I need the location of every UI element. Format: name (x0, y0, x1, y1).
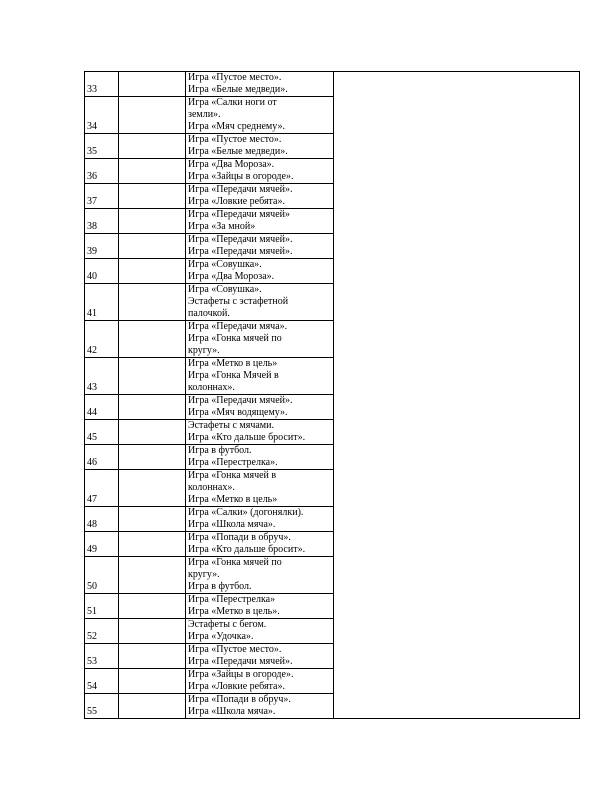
date-cell (119, 594, 186, 619)
lesson-number: 47 (87, 494, 97, 505)
notes-cell (334, 72, 580, 719)
lesson-number-cell (85, 594, 119, 619)
lesson-number-cell (85, 507, 119, 532)
date-cell (119, 470, 186, 507)
content-line: колоннах». (188, 482, 235, 493)
content-line: Эстафеты с эстафетной (188, 296, 289, 307)
content-line: Игра «Передачи мяча». (188, 321, 288, 332)
lesson-number-cell (85, 644, 119, 669)
content-cell (186, 532, 334, 557)
lesson-number-cell (85, 284, 119, 321)
date-cell (119, 159, 186, 184)
content-line: земли». (188, 109, 221, 120)
lesson-number: 43 (87, 382, 97, 393)
content-cell (186, 507, 334, 532)
content-line: Игра «Гонка мячей по (188, 557, 282, 568)
content-cell (186, 694, 334, 719)
content-line: Игра «Ловкие ребята». (188, 681, 285, 692)
content-cell (186, 284, 334, 321)
content-line: Игра «Пустое место». (188, 644, 282, 655)
content-line: Игра «Зайцы в огороде». (188, 171, 294, 182)
lesson-number-cell (85, 97, 119, 134)
lesson-number: 42 (87, 345, 97, 356)
lesson-number-cell (85, 470, 119, 507)
lesson-number: 45 (87, 432, 97, 443)
lesson-plan-table (84, 71, 580, 719)
date-cell (119, 259, 186, 284)
content-line: Игра «Удочка». (188, 631, 254, 642)
content-cell (186, 97, 334, 134)
content-line: Игра «Зайцы в огороде». (188, 669, 294, 680)
content-line: Игра «Передачи мячей». (188, 395, 293, 406)
table-row (85, 72, 580, 97)
content-cell (186, 470, 334, 507)
content-cell (186, 321, 334, 358)
content-cell (186, 259, 334, 284)
lesson-number: 54 (87, 681, 97, 692)
content-line: Игра «Перестрелка» (188, 594, 276, 605)
content-line: Игра «Белые медведи». (188, 84, 288, 95)
content-cell (186, 445, 334, 470)
date-cell (119, 321, 186, 358)
date-cell (119, 532, 186, 557)
lesson-number: 55 (87, 706, 97, 717)
content-cell (186, 234, 334, 259)
content-line: Игра «Попади в обруч». (188, 694, 291, 705)
content-line: Игра «Совушка». (188, 284, 262, 295)
lesson-number-cell (85, 234, 119, 259)
date-cell (119, 644, 186, 669)
content-line: Игра «Кто дальше бросит». (188, 544, 306, 555)
date-cell (119, 184, 186, 209)
date-cell (119, 209, 186, 234)
content-line: Эстафеты с мячами. (188, 420, 274, 431)
date-cell (119, 134, 186, 159)
content-line: Игра «Попади в обруч». (188, 532, 291, 543)
lesson-number: 46 (87, 457, 97, 468)
date-cell (119, 507, 186, 532)
lesson-number: 53 (87, 656, 97, 667)
content-line: Игра «Школа мяча». (188, 519, 276, 530)
lesson-number: 40 (87, 271, 97, 282)
content-cell (186, 420, 334, 445)
content-line: Игра «Метко в цель» (188, 358, 278, 369)
date-cell (119, 395, 186, 420)
content-line: Игра «Передачи мячей». (188, 234, 293, 245)
date-cell (119, 669, 186, 694)
date-cell (119, 284, 186, 321)
content-cell (186, 134, 334, 159)
lesson-number: 37 (87, 196, 97, 207)
content-line: Игра «Салки» (догонялки). (188, 507, 304, 518)
content-cell (186, 557, 334, 594)
lesson-number: 35 (87, 146, 97, 157)
lesson-number: 44 (87, 407, 97, 418)
lesson-number: 34 (87, 121, 97, 132)
lesson-number-cell (85, 159, 119, 184)
lesson-number-cell (85, 321, 119, 358)
lesson-number: 49 (87, 544, 97, 555)
content-line: Игра «Метко в цель». (188, 606, 280, 617)
content-line: кругу». (188, 345, 220, 356)
lesson-number: 48 (87, 519, 97, 530)
lesson-number-cell (85, 72, 119, 97)
content-cell (186, 594, 334, 619)
content-line: Игра «Передачи мячей». (188, 246, 293, 257)
content-cell (186, 184, 334, 209)
content-line: Игра «Ловкие ребята». (188, 196, 285, 207)
lesson-number-cell (85, 694, 119, 719)
content-cell (186, 72, 334, 97)
lesson-plan-body (85, 72, 580, 719)
content-cell (186, 395, 334, 420)
lesson-number-cell (85, 209, 119, 234)
content-line: Игра «Белые медведи». (188, 146, 288, 157)
date-cell (119, 694, 186, 719)
date-cell (119, 72, 186, 97)
content-line: Игра «Передачи мячей». (188, 184, 293, 195)
content-line: Игра в футбол. (188, 445, 252, 456)
content-cell (186, 209, 334, 234)
content-line: Игра «Мяч среднему». (188, 121, 285, 132)
lesson-number-cell (85, 669, 119, 694)
lesson-number-cell (85, 557, 119, 594)
lesson-number: 51 (87, 606, 97, 617)
lesson-number-cell (85, 134, 119, 159)
content-line: палочкой. (188, 308, 230, 319)
content-line: Игра «Метко в цель» (188, 494, 278, 505)
content-line: Игра «Гонка Мячей в (188, 370, 279, 381)
date-cell (119, 619, 186, 644)
content-line: Эстафеты с бегом. (188, 619, 267, 630)
content-cell (186, 644, 334, 669)
date-cell (119, 234, 186, 259)
date-cell (119, 557, 186, 594)
lesson-number: 39 (87, 246, 97, 257)
lesson-number-cell (85, 358, 119, 395)
content-line: Игра «Совушка». (188, 259, 262, 270)
content-cell (186, 159, 334, 184)
content-line: колоннах». (188, 382, 235, 393)
content-line: Игра «Пустое место». (188, 134, 282, 145)
content-line: Игра «Мяч водящему». (188, 407, 288, 418)
lesson-number-cell (85, 532, 119, 557)
content-line: Игра «Два Мороза». (188, 159, 275, 170)
content-line: Игра «Два Мороза». (188, 271, 275, 282)
lesson-number-cell (85, 619, 119, 644)
lesson-number: 41 (87, 308, 97, 319)
date-cell (119, 445, 186, 470)
lesson-number: 38 (87, 221, 97, 232)
content-cell (186, 619, 334, 644)
content-line: Игра «За мной» (188, 221, 256, 232)
date-cell (119, 97, 186, 134)
content-line: Игра в футбол. (188, 581, 252, 592)
content-line: Игра «Гонка мячей в (188, 470, 277, 481)
date-cell (119, 358, 186, 395)
content-line: кругу». (188, 569, 220, 580)
lesson-number: 50 (87, 581, 97, 592)
content-line: Игра «Гонка мячей по (188, 333, 282, 344)
lesson-number: 36 (87, 171, 97, 182)
lesson-number-cell (85, 420, 119, 445)
lesson-number: 33 (87, 84, 97, 95)
content-line: Игра «Передачи мячей». (188, 656, 293, 667)
lesson-number-cell (85, 184, 119, 209)
lesson-number-cell (85, 395, 119, 420)
content-cell (186, 358, 334, 395)
date-cell (119, 420, 186, 445)
content-line: Игра «Кто дальше бросит». (188, 432, 306, 443)
lesson-number: 52 (87, 631, 97, 642)
content-line: Игра «Салки ноги от (188, 97, 277, 108)
lesson-number-cell (85, 445, 119, 470)
content-line: Игра «Передачи мячей» (188, 209, 290, 220)
content-line: Игра «Школа мяча». (188, 706, 276, 717)
content-line: Игра «Перестрелка». (188, 457, 278, 468)
content-cell (186, 669, 334, 694)
lesson-number-cell (85, 259, 119, 284)
content-line: Игра «Пустое место». (188, 72, 282, 83)
